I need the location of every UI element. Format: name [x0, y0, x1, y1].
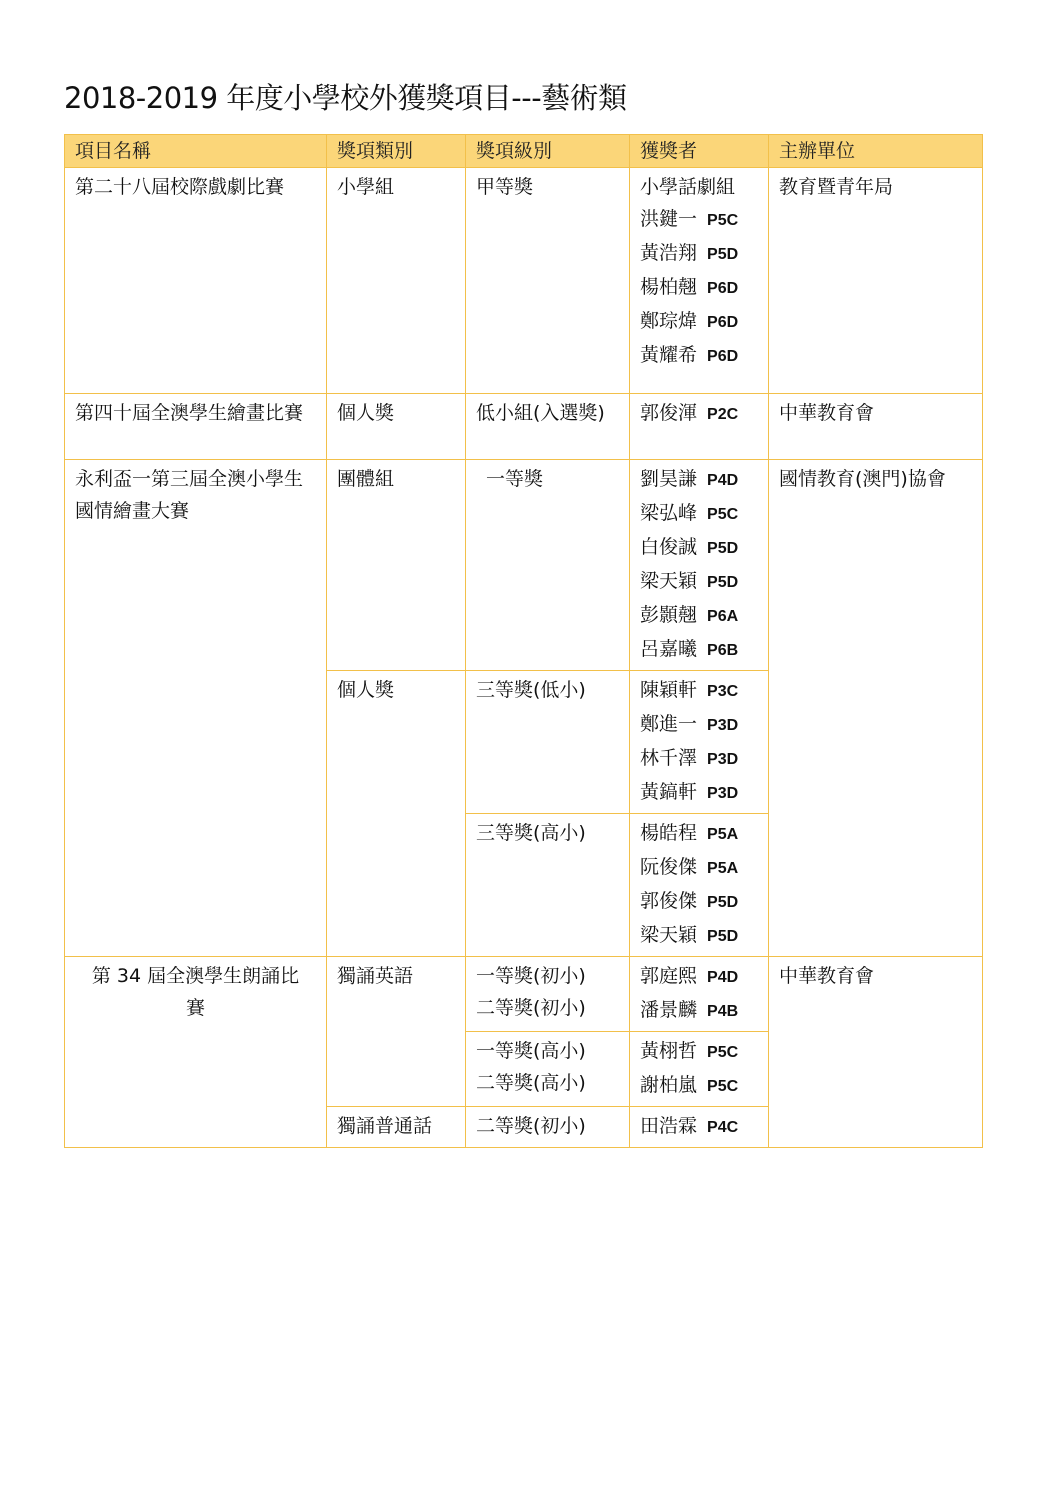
winner-entry: [640, 633, 760, 667]
winner-name: 梁弘峰: [640, 502, 698, 524]
winner-name: 林千澤: [640, 747, 698, 769]
winner-entry: [640, 599, 760, 633]
winner-entry: [640, 919, 760, 953]
winner-class: P3D: [707, 717, 739, 734]
organizer: 中華教育會: [769, 957, 983, 1148]
award-level: 一等獎: [466, 460, 630, 671]
winner-entry: [640, 171, 760, 203]
award-level: 二等獎(初小): [466, 1107, 630, 1148]
winner-entry: [640, 397, 760, 431]
winner-entry: [640, 203, 760, 237]
winners-cell: [630, 814, 769, 957]
winner-class: P3D: [707, 751, 739, 768]
winner-name: 田浩霖: [640, 1115, 698, 1137]
event-name: 第二十八屆校際戲劇比賽: [65, 168, 327, 394]
winner-name: 陳穎軒: [640, 679, 698, 701]
winner-name: 劉昊謙: [640, 468, 698, 490]
winner-entry: [640, 497, 760, 531]
winner-entry: [640, 305, 760, 339]
winners-cell: [630, 1107, 769, 1148]
event-name: 第 34 屆全澳學生朗誦比賽: [65, 957, 327, 1148]
award-category: 小學組: [327, 168, 466, 394]
header-organizer: 主辦單位: [769, 135, 983, 168]
winner-class: P4B: [707, 1003, 739, 1020]
winner-entry: [640, 817, 760, 851]
award-category: 個人獎: [327, 671, 466, 957]
winner-name: 梁天穎: [640, 570, 698, 592]
winner-class: P5A: [707, 860, 739, 877]
winner-name: 楊皓程: [640, 822, 698, 844]
winners-cell: [630, 394, 769, 460]
header-category: 獎項類別: [327, 135, 466, 168]
winner-name: 小學話劇組: [640, 176, 736, 198]
winner-class: P3D: [707, 785, 739, 802]
winner-entry: [640, 463, 760, 497]
table-header-row: [65, 135, 983, 168]
header-event: 項目名稱: [65, 135, 327, 168]
winner-name: 黃浩翔: [640, 242, 698, 264]
award-category: 個人獎: [327, 394, 466, 460]
winner-class: P6A: [707, 608, 739, 625]
winner-entry: [640, 885, 760, 919]
award-level-line: 一等獎(初小): [476, 965, 586, 987]
winner-name: 謝柏嵐: [640, 1074, 698, 1096]
winner-class: P6D: [707, 348, 739, 365]
table-row: [65, 394, 983, 460]
winner-name: 潘景麟: [640, 999, 698, 1021]
winner-entry: [640, 851, 760, 885]
winner-class: P6B: [707, 642, 739, 659]
award-level-line: 一等獎(高小): [476, 1040, 586, 1062]
winner-entry: [640, 531, 760, 565]
winner-class: P4D: [707, 472, 739, 489]
winner-class: P5C: [707, 212, 739, 229]
award-level: [466, 1032, 630, 1107]
award-level-line: 二等獎(高小): [476, 1072, 586, 1094]
award-category: 獨誦普通話: [327, 1107, 466, 1148]
winner-entry: [640, 339, 760, 373]
winner-class: P4C: [707, 1119, 739, 1136]
winners-cell: [630, 460, 769, 671]
awards-table: [64, 134, 983, 1148]
winner-name: 郭俊傑: [640, 890, 698, 912]
winner-name: 黃栩哲: [640, 1040, 698, 1062]
winner-class: P5C: [707, 1044, 739, 1061]
organizer: 國情教育(澳門)協會: [769, 460, 983, 957]
winner-class: P5D: [707, 246, 739, 263]
winner-class: P5C: [707, 506, 739, 523]
winner-entry: [640, 742, 760, 776]
table-row: [65, 168, 983, 394]
winner-class: P5D: [707, 540, 739, 557]
winner-entry: [640, 1110, 760, 1144]
winner-class: P5A: [707, 826, 739, 843]
event-name: 永利盃一第三屆全澳小學生國情繪畫大賽: [65, 460, 327, 957]
winner-entry: [640, 1069, 760, 1103]
winner-name: 楊柏翹: [640, 276, 698, 298]
winner-name: 彭顥翹: [640, 604, 698, 626]
award-level-line: 二等獎(初小): [476, 997, 586, 1019]
winner-class: P5C: [707, 1078, 739, 1095]
award-category: 獨誦英語: [327, 957, 466, 1107]
winner-name: 黃鎬軒: [640, 781, 698, 803]
winner-name: 郭俊渾: [640, 402, 698, 424]
event-name: 第四十屆全澳學生繪畫比賽: [65, 394, 327, 460]
winners-cell: [630, 1032, 769, 1107]
winner-name: 郭庭熙: [640, 965, 698, 987]
organizer: 教育暨青年局: [769, 168, 983, 394]
winner-class: P5D: [707, 574, 739, 591]
winner-name: 呂嘉曦: [640, 638, 698, 660]
winner-class: P5D: [707, 928, 739, 945]
winner-name: 白俊誠: [640, 536, 698, 558]
award-level: 三等獎(低小): [466, 671, 630, 814]
organizer: 中華教育會: [769, 394, 983, 460]
winner-class: P5D: [707, 894, 739, 911]
header-level: 獎項級別: [466, 135, 630, 168]
winner-class: P6D: [707, 280, 739, 297]
award-level: [466, 957, 630, 1032]
winner-entry: [640, 776, 760, 810]
winner-class: P3C: [707, 683, 739, 700]
winner-name: 洪鍵一: [640, 208, 698, 230]
winner-entry: [640, 960, 760, 994]
winner-name: 黃耀希: [640, 344, 698, 366]
winner-entry: [640, 271, 760, 305]
winner-entry: [640, 565, 760, 599]
winner-class: P2C: [707, 406, 739, 423]
table-row: [65, 957, 983, 1032]
award-category: 團體組: [327, 460, 466, 671]
winners-cell: [630, 671, 769, 814]
winner-name: 阮俊傑: [640, 856, 698, 878]
header-winners: 獲獎者: [630, 135, 769, 168]
winner-name: 梁天穎: [640, 924, 698, 946]
winner-name: 鄭進一: [640, 713, 698, 735]
winner-entry: [640, 674, 760, 708]
winner-class: P4D: [707, 969, 739, 986]
winner-entry: [640, 237, 760, 271]
winners-cell: [630, 957, 769, 1032]
winner-entry: [640, 1035, 760, 1069]
winners-cell: [630, 168, 769, 394]
winner-class: P6D: [707, 314, 739, 331]
award-level: 三等獎(高小): [466, 814, 630, 957]
winner-name: 鄭琮煒: [640, 310, 698, 332]
award-level: 低小組(入選獎): [466, 394, 630, 460]
award-level: 甲等獎: [466, 168, 630, 394]
winner-entry: [640, 994, 760, 1028]
table-row: [65, 460, 983, 671]
winner-entry: [640, 708, 760, 742]
page-title: 2018-2019 年度小學校外獲獎項目---藝術類: [64, 81, 627, 115]
